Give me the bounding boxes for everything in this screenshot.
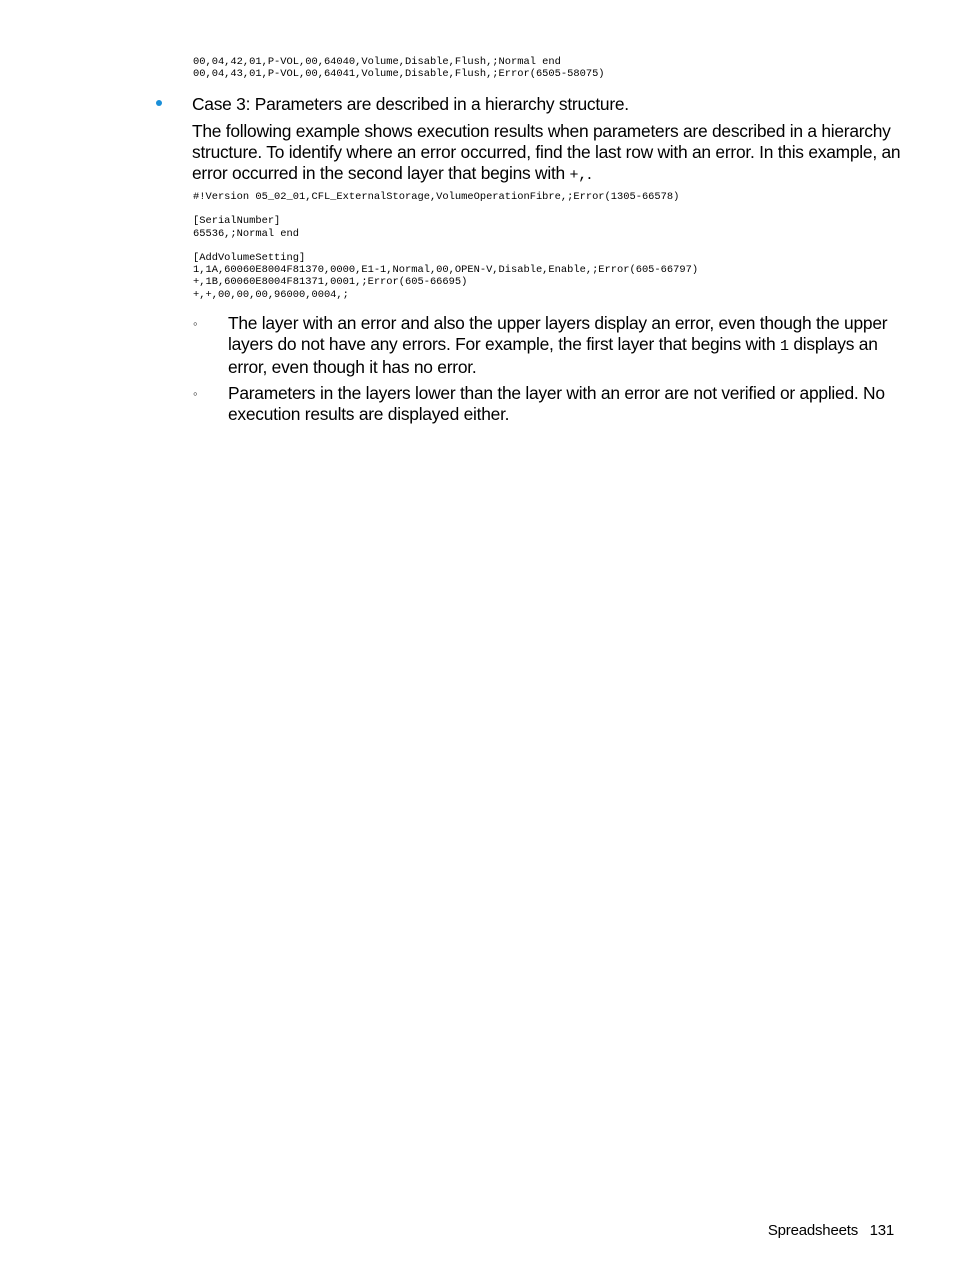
sub-bullet-code: 1 <box>780 338 789 355</box>
bullet-dot-icon <box>156 100 162 106</box>
description-text-after: . <box>587 163 592 183</box>
code-block-results: 00,04,42,01,P-VOL,00,64040,Volume,Disable,Flush,;Normal end 00,04,43,01,P-VOL,00,64041,Volume,Disable,Flush,;Error(6505-58075) <box>193 56 605 81</box>
sub-bullet-text-before: The layer with an error and also the upper layers display an error, even though the upper layers do not have any errors. For example, the first layer that begins with <box>228 313 888 354</box>
sub-bullet-upper-layers <box>228 313 900 378</box>
sub-bullet-marker-icon: ◦ <box>193 316 198 331</box>
description-text-before: The following example shows execution results when parameters are described in a hierarchy structure. To identify where an error occurred, find the last row with an error. In this example, an error occurred in the second layer that begins with <box>192 121 901 183</box>
footer-section-title: Spreadsheets <box>767 1222 858 1239</box>
description-code: +, <box>569 167 588 184</box>
code-block-hierarchy: #!Version 05_02_01,CFL_ExternalStorage,VolumeOperationFibre,;Error(1305-66578) [SerialNumber] 65536,;Normal end [AddVolumeSetting] 1,1A,60060E8004F81370,0000,E1-1,Normal,00,OPEN-V,Disable,Enable,;Error(605-66797) +,1B,60060E8004F81371,0001,;Error(605-66695) +,+,00,00,00,96000,0004,; <box>193 191 699 301</box>
sub-bullet-text-after: displays an error, even though it has no error. <box>228 334 878 377</box>
footer-page-number: 131 <box>869 1222 894 1239</box>
example-description <box>192 121 904 186</box>
case3-heading: Case 3: Parameters are described in a hierarchy structure. <box>192 94 629 114</box>
sub-bullet-lower-layers: Parameters in the layers lower than the layer with an error are not verified or applied. No execution results are displayed either. <box>228 383 885 424</box>
sub-bullet-marker-icon: ◦ <box>193 386 198 401</box>
